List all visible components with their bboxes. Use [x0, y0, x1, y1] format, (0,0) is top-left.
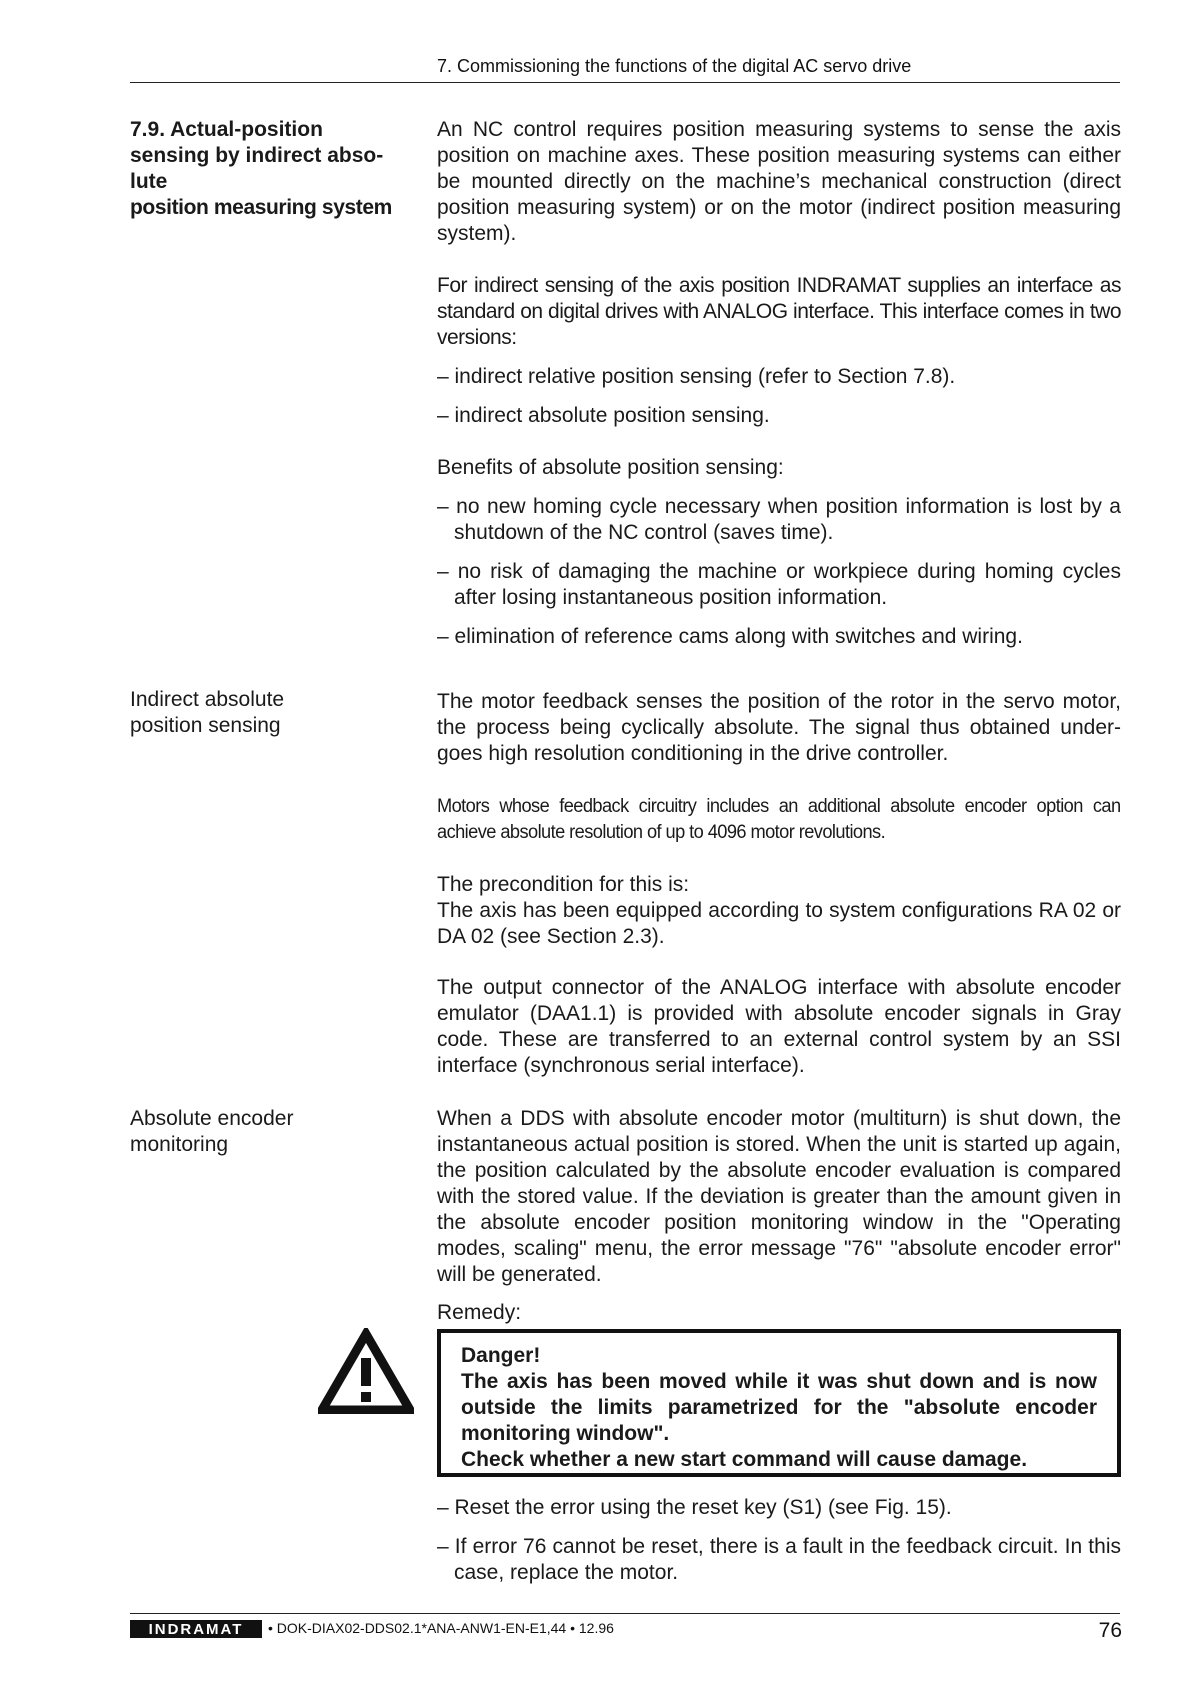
logo-text: INDRAMAT	[148, 1621, 244, 1638]
danger-notice	[437, 1329, 1121, 1477]
list-item: – no risk of damaging the machine or workpiece during homing cycles after losing instantaneous position information.	[437, 560, 1121, 609]
label-indirect-absolute: Indirect absolute position sensing	[130, 688, 285, 737]
precondition-paragraph	[437, 872, 1121, 950]
danger-text: The axis has been moved while it was shut down and is now outside the limits parametrized for the "absolute encoder monitoring window".	[461, 1370, 1097, 1445]
danger-title: Danger!	[461, 1344, 541, 1367]
danger-check: Check whether a new start command will cause damage.	[461, 1448, 1028, 1471]
monitoring-paragraph: When a DDS with absolute encoder motor (multiturn) is shut down, the instantaneous actual position is stored. When the unit is started up again, the position calculated by the absolute encoder evaluation is compared with the stored value. If the deviation is greater than the amount given in the absolute encoder position monitoring window in the "Operating modes, scaling" menu, the error message "76" "absolute encoder error" will be generated.	[437, 1107, 1121, 1286]
chapter-title: 7. Commissioning the functions of the digital AC servo drive	[437, 56, 912, 76]
list-item: – If error 76 cannot be reset, there is a fault in the feedback circuit. In this case, replace the motor.	[437, 1535, 1121, 1584]
list-item: – indirect relative position sensing (refer to Section 7.8).	[437, 365, 956, 388]
indirect-sensing-paragraph: For indirect sensing of the axis position INDRAMAT supplies an interface as standard on digital drives with ANALOG interface. This interface comes in two versions:	[437, 274, 1121, 349]
list-item: – elimination of reference cams along with switches and wiring.	[437, 625, 1023, 648]
footer-rule	[130, 1613, 1120, 1614]
document-id: • DOK-DIAX02-DDS02.1*ANA-ANW1-EN-E1,44 • 12.96	[268, 1620, 614, 1636]
remedy-label: Remedy:	[437, 1301, 522, 1324]
output-connector-paragraph: The output connector of the ANALOG interface with absolute encoder emulator (DAA1.1) is provided with absolute encoder signals in Gray code. These are transferred to an external control system by an SSI interface (synchronous serial interface).	[437, 976, 1121, 1077]
section-heading	[130, 117, 412, 221]
warning-triangle-icon	[318, 1328, 414, 1419]
indramat-logo	[130, 1620, 262, 1643]
intro-paragraph: An NC control requires position measuring systems to sense the axis position on machine axes. These position measuring systems can either be mounted directly on the machine’s mechanical construction (direct position measuring system) or on the motor (indirect position measuring system).	[437, 118, 1121, 245]
precondition-line: The precondition for this is:	[437, 873, 690, 896]
label-absolute-encoder-monitoring: Absolute encoder monitoring	[130, 1107, 294, 1156]
page-number: 76	[1098, 1619, 1122, 1642]
motor-feedback-paragraph: The motor feedback senses the position of the rotor in the servo motor, the process being cyclically absolute. The signal thus obtained under-goes high resolution conditioning in the drive controller.	[437, 690, 1121, 765]
section-heading-line: sensing by indirect abso-	[130, 144, 384, 167]
encoder-option-paragraph: Motors whose feedback circuitry includes an additional absolute encoder option can achieve absolute resolution of up to 4096 motor revolutions.	[437, 796, 1121, 843]
section-heading-line: lute	[130, 170, 168, 193]
benefits-heading: Benefits of absolute position sensing:	[437, 456, 784, 479]
list-item: – Reset the error using the reset key (S1) (see Fig. 15).	[437, 1496, 952, 1519]
header-rule	[130, 82, 1120, 83]
list-item: – no new homing cycle necessary when position information is lost by a shutdown of the NC control (saves time).	[437, 495, 1121, 544]
section-heading-line: position measuring system	[130, 196, 392, 219]
precondition-line: The axis has been equipped according to system configurations RA 02 or DA 02 (see Section 2.3).	[437, 899, 1121, 948]
list-item: – indirect absolute position sensing.	[437, 404, 770, 427]
section-heading-line: 7.9. Actual-position	[130, 118, 323, 141]
